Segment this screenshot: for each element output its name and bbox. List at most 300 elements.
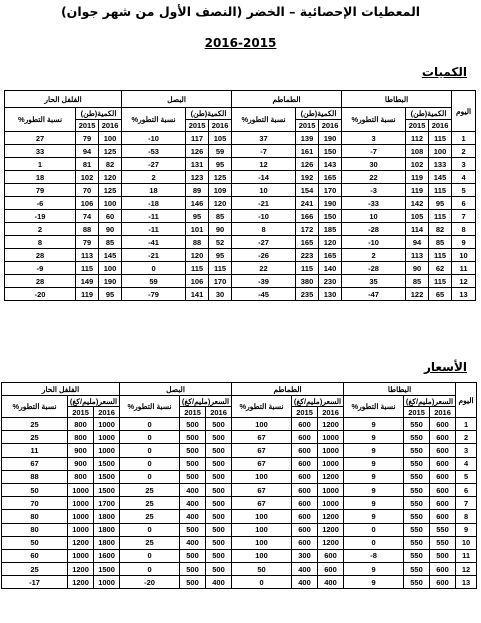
table-cell: 133 — [429, 158, 452, 171]
day-cell: 7 — [456, 497, 477, 510]
table-cell: 154 — [296, 184, 319, 197]
table-cell: 90 — [209, 223, 232, 236]
table-cell: 400 — [318, 576, 344, 589]
table-cell: 7- — [342, 145, 406, 158]
table-cell: 600 — [292, 418, 318, 431]
table-cell: 89 — [186, 184, 209, 197]
table-cell: 2 — [5, 223, 76, 236]
table-cell: 33 — [5, 145, 76, 158]
hot-pepper-header: الفلفل الحار — [2, 383, 120, 396]
day-cell: 10 — [456, 536, 477, 549]
table-cell: 600 — [430, 483, 456, 496]
table-cell: 550 — [430, 523, 456, 536]
table-cell: 500 — [206, 470, 232, 483]
table-cell: 120 — [209, 197, 232, 210]
table-cell: 94 — [406, 236, 429, 249]
table-row — [5, 171, 476, 184]
table-row — [2, 510, 477, 523]
table-cell: 119 — [406, 184, 429, 197]
table-cell: 1200 — [318, 418, 344, 431]
table-cell: 105 — [209, 132, 232, 145]
day-cell: 1 — [452, 132, 476, 145]
prices-table-body — [2, 418, 477, 589]
table-cell: 500 — [206, 536, 232, 549]
table-cell: 0 — [120, 470, 180, 483]
table-cell: 95 — [429, 197, 452, 210]
table-cell: 1000 — [68, 523, 94, 536]
table-cell: 0 — [120, 444, 180, 457]
table-cell: 145 — [99, 249, 122, 262]
table-cell: 1500 — [94, 483, 120, 496]
table-cell: 0 — [120, 457, 180, 470]
tomato-header: الطماطم — [232, 91, 342, 108]
table-cell: 300 — [292, 549, 318, 562]
table-cell: 85 — [406, 275, 429, 288]
table-cell: 113 — [76, 249, 99, 262]
table-cell: 500 — [206, 497, 232, 510]
table-cell: 165 — [319, 249, 342, 262]
table-cell: 600 — [292, 497, 318, 510]
table-cell: 113 — [406, 249, 429, 262]
table-row — [5, 145, 476, 158]
table-row — [5, 288, 476, 301]
table-row — [2, 576, 477, 589]
table-row — [2, 444, 477, 457]
table-cell: 10 — [232, 184, 296, 197]
table-cell: 8 — [232, 223, 296, 236]
table-cell: 241 — [296, 197, 319, 210]
table-cell: 115 — [186, 262, 209, 275]
table-cell: 115 — [429, 132, 452, 145]
table-cell: 0 — [344, 523, 404, 536]
table-cell: 101 — [186, 223, 209, 236]
prices-table — [1, 382, 477, 589]
table-cell: 88 — [186, 236, 209, 249]
table-cell: 20- — [120, 576, 180, 589]
table-cell: 106 — [186, 275, 209, 288]
table-cell: 21- — [122, 249, 186, 262]
table-cell: 600 — [318, 563, 344, 576]
tomato-header: الطماطم — [232, 383, 344, 396]
table-cell: 47- — [342, 288, 406, 301]
table-cell: 25 — [120, 536, 180, 549]
table-cell: 400 — [292, 576, 318, 589]
table-cell: 1700 — [94, 497, 120, 510]
table-cell: 550 — [404, 523, 430, 536]
table-cell: 500 — [180, 576, 206, 589]
table-cell: 37 — [232, 132, 296, 145]
table-cell: 115 — [429, 275, 452, 288]
table-cell: 21- — [232, 197, 296, 210]
table-cell: 50 — [232, 563, 292, 576]
table-cell: 1000 — [94, 431, 120, 444]
year-header: 2015 — [68, 407, 94, 418]
table-cell: 600 — [292, 470, 318, 483]
table-cell: 95 — [99, 288, 122, 301]
quantities-heading: الكميات — [421, 65, 467, 79]
table-cell: 3- — [342, 184, 406, 197]
table-cell: 114 — [406, 223, 429, 236]
table-cell: 10- — [122, 132, 186, 145]
table-cell: 125 — [209, 171, 232, 184]
page-title: المعطيات الإحصائية – الخضر (النصف الأول من شهر جوان) — [60, 4, 421, 19]
table-cell: 9 — [344, 418, 404, 431]
table-cell: 143 — [319, 158, 342, 171]
year-header: 2016 — [429, 120, 452, 132]
table-cell: 95 — [209, 249, 232, 262]
table-cell: 223 — [296, 249, 319, 262]
year-header: 2016 — [209, 120, 232, 132]
table-cell: 550 — [404, 457, 430, 470]
table-cell: 500 — [206, 431, 232, 444]
table-cell: 145 — [429, 171, 452, 184]
table-cell: 500 — [206, 563, 232, 576]
table-cell: 9 — [344, 470, 404, 483]
table-cell: 60 — [99, 210, 122, 223]
table-cell: 85 — [209, 210, 232, 223]
table-cell: 1000 — [94, 576, 120, 589]
table-cell: 900 — [68, 444, 94, 457]
table-cell: 550 — [404, 418, 430, 431]
table-cell: 500 — [180, 523, 206, 536]
table-row — [5, 275, 476, 288]
table-cell: 1800 — [94, 510, 120, 523]
year-header: 2016 — [99, 120, 122, 132]
price-unit-header: السعر(مليم/كغ) — [68, 396, 120, 407]
table-cell: 1800 — [94, 523, 120, 536]
table-cell: 28- — [342, 262, 406, 275]
table-cell: 192 — [296, 171, 319, 184]
table-cell: 119 — [406, 171, 429, 184]
table-row — [2, 563, 477, 576]
table-cell: 1200 — [318, 510, 344, 523]
table-cell: 1000 — [318, 497, 344, 510]
table-cell: 0 — [120, 523, 180, 536]
table-cell: 0 — [120, 563, 180, 576]
table-cell: 800 — [68, 470, 94, 483]
table-cell: 88 — [76, 223, 99, 236]
table-cell: 1000 — [318, 457, 344, 470]
table-cell: 1000 — [68, 510, 94, 523]
year-header: 2015 — [76, 120, 99, 132]
table-cell: 11- — [122, 223, 186, 236]
growth-header: نسبة التطور% — [2, 396, 68, 418]
table-cell: 18 — [122, 184, 186, 197]
table-cell: 1500 — [94, 470, 120, 483]
table-cell: 131 — [186, 158, 209, 171]
table-cell: 165 — [319, 171, 342, 184]
table-cell: 70 — [2, 497, 68, 510]
day-cell: 8 — [456, 510, 477, 523]
table-row — [2, 549, 477, 562]
table-cell: 550 — [404, 563, 430, 576]
table-cell: 82 — [429, 223, 452, 236]
table-cell: 120 — [99, 171, 122, 184]
table-cell: 1200 — [318, 536, 344, 549]
day-cell: 4 — [456, 457, 477, 470]
table-cell: 102 — [406, 158, 429, 171]
table-cell: 25 — [2, 431, 68, 444]
table-cell: 1200 — [68, 536, 94, 549]
table-cell: 3 — [342, 132, 406, 145]
table-cell: 150 — [319, 210, 342, 223]
table-cell: 27- — [122, 158, 186, 171]
growth-header: نسبة التطور% — [120, 396, 180, 418]
table-cell: 0 — [344, 536, 404, 549]
table-cell: 88 — [2, 470, 68, 483]
table-cell: 81 — [76, 158, 99, 171]
table-cell: 9 — [344, 431, 404, 444]
table-row — [5, 184, 476, 197]
year-header: 2016 — [318, 407, 344, 418]
table-row — [2, 457, 477, 470]
year-header: 2016 — [430, 407, 456, 418]
onion-header: البصل — [122, 91, 232, 108]
table-cell: 0 — [120, 418, 180, 431]
growth-header: نسبة التطور% — [344, 396, 404, 418]
day-cell: 10 — [452, 249, 476, 262]
year-header: 2015 — [296, 120, 319, 132]
table-cell: 550 — [404, 536, 430, 549]
table-cell: 50 — [2, 536, 68, 549]
table-cell: 122 — [406, 288, 429, 301]
table-cell: 800 — [68, 431, 94, 444]
table-cell: 800 — [68, 418, 94, 431]
day-cell: 3 — [452, 158, 476, 171]
qty-unit-header: الكمية(طن) — [76, 108, 122, 120]
day-header: اليوم — [456, 383, 477, 418]
table-cell: 10 — [342, 210, 406, 223]
table-cell: 53- — [122, 145, 186, 158]
table-cell: 500 — [180, 431, 206, 444]
table-cell: 100 — [232, 470, 292, 483]
day-cell: 5 — [456, 470, 477, 483]
table-cell: 1000 — [318, 431, 344, 444]
table-cell: 50 — [2, 483, 68, 496]
table-cell: 52 — [209, 236, 232, 249]
table-cell: 35 — [342, 275, 406, 288]
table-cell: 2 — [342, 249, 406, 262]
table-cell: 115 — [429, 184, 452, 197]
table-cell: 600 — [430, 497, 456, 510]
day-cell: 11 — [456, 549, 477, 562]
day-cell: 11 — [452, 262, 476, 275]
table-cell: 600 — [430, 444, 456, 457]
day-cell: 5 — [452, 184, 476, 197]
table-cell: 0 — [120, 431, 180, 444]
table-cell: 230 — [319, 275, 342, 288]
table-cell: 161 — [296, 145, 319, 158]
table-cell: 550 — [430, 536, 456, 549]
table-cell: 550 — [404, 497, 430, 510]
table-cell: 600 — [430, 563, 456, 576]
table-cell: 141 — [186, 288, 209, 301]
table-row — [5, 197, 476, 210]
table-cell: 170 — [209, 275, 232, 288]
table-cell: 500 — [206, 483, 232, 496]
table-cell: 12 — [232, 158, 296, 171]
table-cell: 22 — [232, 262, 296, 275]
table-cell: 115 — [209, 262, 232, 275]
day-cell: 6 — [456, 483, 477, 496]
table-cell: 102 — [76, 171, 99, 184]
qty-unit-header: الكمية(طن) — [296, 108, 342, 120]
table-cell: 14- — [232, 171, 296, 184]
table-cell: 79 — [5, 184, 76, 197]
day-cell: 12 — [452, 275, 476, 288]
table-cell: 500 — [180, 470, 206, 483]
growth-header: نسبة التطور% — [342, 108, 406, 132]
year-header: 2016 — [319, 120, 342, 132]
table-row — [5, 262, 476, 275]
table-cell: 550 — [404, 431, 430, 444]
table-cell: 140 — [319, 262, 342, 275]
table-cell: 130 — [319, 288, 342, 301]
year-header: 2016 — [94, 407, 120, 418]
period-label: 2016-2015 — [204, 36, 277, 50]
table-cell: 1200 — [318, 523, 344, 536]
table-cell: 100 — [99, 197, 122, 210]
table-cell: 25 — [120, 510, 180, 523]
table-cell: 600 — [292, 444, 318, 457]
table-cell: 1 — [5, 158, 76, 171]
table-cell: 600 — [292, 483, 318, 496]
table-cell: 0 — [122, 262, 186, 275]
table-cell: 125 — [99, 145, 122, 158]
table-row — [5, 236, 476, 249]
table-cell: 11- — [122, 210, 186, 223]
table-cell: 100 — [99, 132, 122, 145]
day-cell: 4 — [452, 171, 476, 184]
table-cell: 9 — [344, 483, 404, 496]
table-row — [2, 536, 477, 549]
table-cell: 79 — [76, 132, 99, 145]
table-cell: 600 — [292, 457, 318, 470]
day-cell: 6 — [452, 197, 476, 210]
table-cell: 550 — [404, 510, 430, 523]
table-cell: 9 — [344, 510, 404, 523]
qty-unit-header: الكمية(طن) — [406, 108, 452, 120]
table-cell: 600 — [292, 523, 318, 536]
table-row — [5, 249, 476, 262]
table-cell: 500 — [206, 457, 232, 470]
table-cell: 185 — [319, 223, 342, 236]
table-cell: 17- — [2, 576, 68, 589]
table-cell: 109 — [209, 184, 232, 197]
table-cell: 9 — [344, 444, 404, 457]
table-cell: 8- — [344, 549, 404, 562]
table-cell: 9- — [5, 262, 76, 275]
table-cell: 1000 — [68, 483, 94, 496]
table-cell: 90 — [406, 262, 429, 275]
table-cell: 60 — [2, 549, 68, 562]
table-cell: 1200 — [318, 470, 344, 483]
table-cell: 170 — [319, 184, 342, 197]
table-cell: 500 — [180, 549, 206, 562]
table-cell: 600 — [430, 510, 456, 523]
table-cell: 120 — [186, 249, 209, 262]
table-cell: 100 — [232, 536, 292, 549]
table-row — [5, 210, 476, 223]
table-cell: 120 — [319, 236, 342, 249]
table-cell: 125 — [99, 184, 122, 197]
day-cell: 13 — [452, 288, 476, 301]
table-cell: 550 — [404, 470, 430, 483]
table-row — [2, 497, 477, 510]
table-cell: 1000 — [68, 549, 94, 562]
year-header: 2015 — [180, 407, 206, 418]
table-cell: 27 — [5, 132, 76, 145]
table-row — [2, 418, 477, 431]
potato-header: البطاطا — [342, 91, 452, 108]
table-row — [5, 223, 476, 236]
table-cell: 25 — [2, 563, 68, 576]
year-header: 2015 — [292, 407, 318, 418]
table-cell: 166 — [296, 210, 319, 223]
day-cell: 9 — [452, 236, 476, 249]
table-cell: 172 — [296, 223, 319, 236]
table-cell: 400 — [206, 576, 232, 589]
table-cell: 150 — [319, 145, 342, 158]
table-cell: 190 — [99, 275, 122, 288]
table-cell: 0 — [120, 549, 180, 562]
table-cell: 28- — [342, 223, 406, 236]
table-cell: 74 — [76, 210, 99, 223]
table-cell: 9 — [344, 457, 404, 470]
table-cell: 1200 — [68, 576, 94, 589]
table-cell: 500 — [206, 549, 232, 562]
table-cell: 59 — [209, 145, 232, 158]
potato-header: البطاطا — [344, 383, 456, 396]
day-cell: 2 — [456, 431, 477, 444]
table-cell: 115 — [296, 262, 319, 275]
onion-header: البصل — [120, 383, 232, 396]
price-unit-header: السعر(مليم/كغ) — [292, 396, 344, 407]
table-cell: 1000 — [318, 483, 344, 496]
day-cell: 3 — [456, 444, 477, 457]
table-cell: 500 — [180, 563, 206, 576]
table-cell: 19- — [5, 210, 76, 223]
table-cell: 9 — [344, 497, 404, 510]
table-cell: 2 — [122, 171, 186, 184]
day-cell: 13 — [456, 576, 477, 589]
table-cell: 500 — [206, 444, 232, 457]
table-cell: 108 — [406, 145, 429, 158]
table-cell: 80 — [2, 523, 68, 536]
table-cell: 28 — [5, 275, 76, 288]
table-cell: 59 — [122, 275, 186, 288]
table-cell: 33- — [342, 197, 406, 210]
table-cell: 94 — [76, 145, 99, 158]
table-cell: 20- — [5, 288, 76, 301]
year-header: 2015 — [186, 120, 209, 132]
growth-header: نسبة التطور% — [5, 108, 76, 132]
table-cell: 600 — [430, 457, 456, 470]
table-cell: 139 — [296, 132, 319, 145]
table-cell: 26- — [232, 249, 296, 262]
day-cell: 12 — [456, 563, 477, 576]
table-cell: 67 — [232, 444, 292, 457]
table-cell: 22 — [342, 171, 406, 184]
year-header: 2015 — [406, 120, 429, 132]
table-cell: 100 — [232, 510, 292, 523]
qty-unit-header: الكمية(طن) — [186, 108, 232, 120]
table-cell: 25 — [120, 497, 180, 510]
table-cell: 550 — [404, 549, 430, 562]
table-cell: 550 — [404, 576, 430, 589]
table-cell: 500 — [206, 510, 232, 523]
table-cell: 9 — [344, 576, 404, 589]
